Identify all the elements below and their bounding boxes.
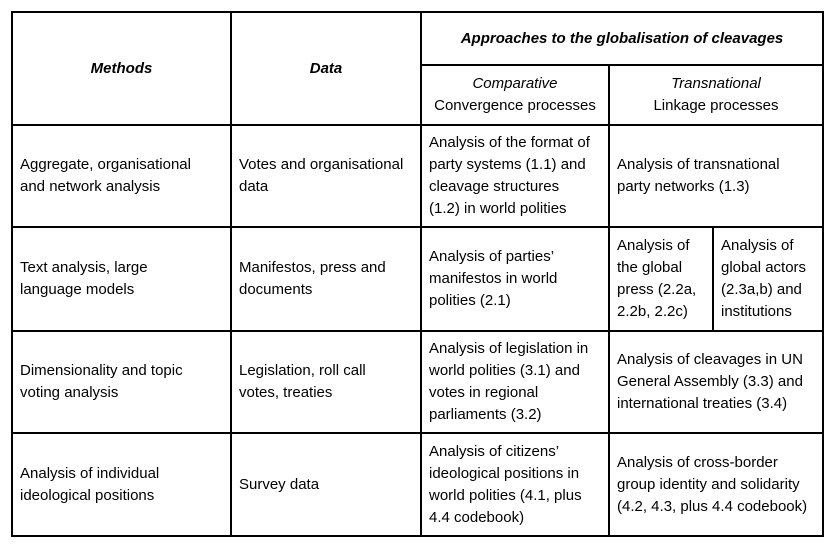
header-transnational [609,65,823,125]
text-line: Aggregate, organisational [20,156,191,173]
text-line: Dimensionality and topic [20,362,183,379]
text-line: Legislation, roll call [239,362,366,379]
comparative-cell [421,227,609,331]
data-cell [231,433,421,536]
transnational-title: Transnational [671,75,761,92]
comparative-title: Comparative [472,75,558,92]
text-line: Analysis of transnational [617,156,780,173]
transnational-cell-press [609,227,713,331]
data-cell [231,125,421,227]
table-row [12,433,823,536]
transnational-cell [609,125,823,227]
table-row [12,331,823,433]
text-line: and network analysis [20,178,161,195]
text-line: party networks (1.3) [617,178,750,195]
text-line: Analysis of citizens’ [429,442,560,460]
transnational-subtitle: Linkage processes [653,97,779,114]
text-line: (4.2, 4.3, plus 4.4 codebook) [617,497,808,515]
text-line: Manifestos, press and [239,259,386,276]
text-line: (1.2) in world polities [429,200,567,217]
text-line: Analysis of cleavages in UN [617,351,803,368]
comparative-cell [421,433,609,536]
text-line: Analysis of legislation in [429,340,589,357]
header-data: Data [231,12,421,125]
method-cell [12,433,231,536]
text-line: Analysis of the format of [429,134,590,151]
text-line: 2.2b, 2.2c) [617,303,688,320]
text-line: global actors [721,259,807,276]
text-line: Analysis of individual [20,464,160,482]
data-cell [231,331,421,433]
text-line: ideological positions [20,486,155,504]
transnational-cell [609,331,823,433]
text-line: Analysis of cross-border [617,453,778,471]
text-line: Analysis of [721,237,794,254]
table-row [12,227,823,331]
text-line: world polities (4.1, plus [429,486,582,504]
text-line: Analysis of [617,237,690,254]
text-line: Text analysis, large [20,259,148,276]
text-line: votes in regional [429,384,539,401]
comparative-cell [421,331,609,433]
header-row-1 [12,12,823,65]
method-cell [12,227,231,331]
transnational-cell [609,433,823,536]
text-line: Analysis of parties’ [429,248,555,265]
text-line: data [239,178,269,195]
text-line: voting analysis [20,384,119,401]
cleavages-methods-table [11,11,824,537]
text-line: party systems (1.1) and [429,156,586,173]
text-line: General Assembly (3.3) and [617,373,803,390]
text-line: cleavage structures [429,178,560,195]
text-line: world polities (3.1) and [429,362,580,379]
text-line: language models [20,281,135,298]
text-line: (2.3a,b) and [721,281,802,298]
text-line: press (2.2a, [617,281,697,298]
header-comparative [421,65,609,125]
text-line: the global [617,259,683,276]
text-line: institutions [721,303,792,320]
text-line: international treaties (3.4) [617,395,788,412]
text-line: 4.4 codebook) [429,508,525,526]
text-line: Votes and organisational [239,156,404,173]
text-line: polities (2.1) [429,292,511,309]
header-approaches: Approaches to the globalisation of cleavages [421,12,823,65]
text-line: Survey data [239,475,320,493]
text-line: manifestos in world [429,270,558,287]
text-line: ideological positions in [429,464,580,482]
text-line: parliaments (3.2) [429,406,542,423]
comparative-cell [421,125,609,227]
table-row [12,125,823,227]
text-line: group identity and solidarity [617,475,800,493]
method-cell [12,125,231,227]
transnational-cell-actors [713,227,823,331]
text-line: documents [239,281,313,298]
comparative-subtitle: Convergence processes [434,97,596,114]
text-line: votes, treaties [239,384,333,401]
header-methods: Methods [12,12,231,125]
method-cell [12,331,231,433]
data-cell [231,227,421,331]
